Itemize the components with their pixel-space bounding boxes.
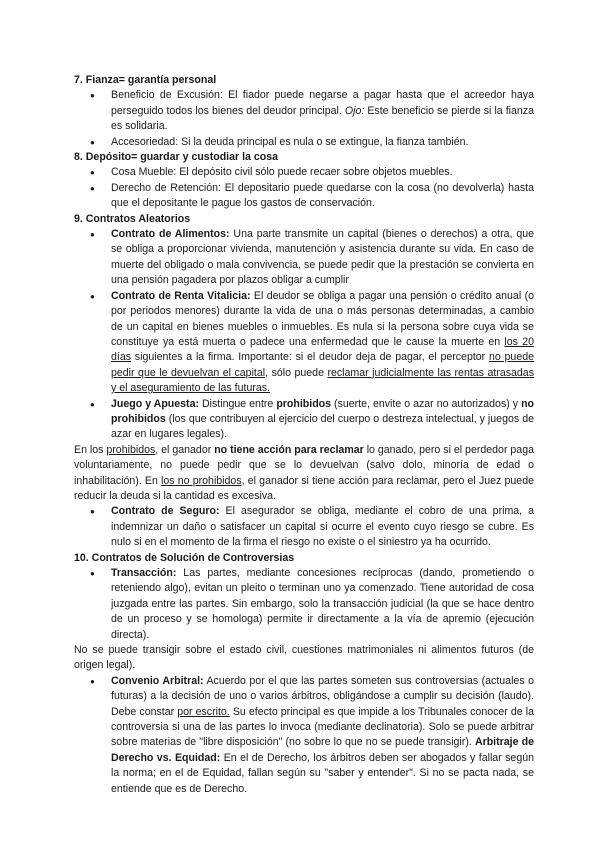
list-seguro <box>74 504 534 550</box>
list-item-transaccion: ● Transacción: Las partes, mediante concesiones recíprocas (dando, prometiendo o reteniendo algo), evitan un pleito o terminan uno ya comenzado. Tiene autoridad de cosa juzgada entre las partes. Sin embargo, solo la transacción judicial (la que se hace dentro de un proceso y se homologa) permite ir directamente a la vía de apremio (ejecución directa). <box>111 566 534 643</box>
list-item-alimentos: ● Contrato de Alimentos: Una parte transmite un capital (bienes o derechos) a otra, que se obliga a proporcionar vivienda, manutención y asistencia durante su vida. En caso de muerte del obligado o mala convivencia, se puede pedir que la prestación se convierta en una pensión pagadera por plazos obligar a cumplir <box>111 227 534 289</box>
list-item-seguro: ● Contrato de Seguro: El asegurador se obliga, mediante el cobro de una prima, a indemnizar un daño o satisfacer un capital si ocurre el evento cuyo riesgo se cubre. Es nulo si en el momento de la firma el riesgo no existe o el siniestro ya ha ocurrido. <box>111 504 534 550</box>
list-aleatorios <box>74 227 534 443</box>
list-item: ● Beneficio de Excusión: El fiador puede negarse a pagar hasta que el acreedor haya perseguido todos los bienes del deudor principal. Ojo: Este beneficio se pierde si la fianza es solidaria. <box>111 88 534 134</box>
heading-controversias: 10. Contratos de Solución de Controversias <box>74 551 295 564</box>
heading-fianza: 7. Fianza= garantía personal <box>74 74 217 86</box>
paragraph-prohibidos: En los prohibidos, el ganador no tiene acción para reclamar lo ganado, pero si el perdedor paga voluntariamente, no puede pedir que se lo devuelvan (salvo dolo, minoría de edad o inhabilitación). En los no prohibidos, el ganador si tiene acción para reclamar, pero el Juez puede reducir la deuda si la cantidad es excesiva. <box>74 443 534 502</box>
heading-aleatorios: 9. Contratos Aleatorios <box>74 212 191 225</box>
heading-deposito: 8. Depósito= guardar y custodiar la cosa <box>74 151 278 164</box>
list-transaccion <box>74 566 534 643</box>
list-item-renta-vitalicia: ● Contrato de Renta Vitalicia: El deudor se obliga a pagar una pensión o crédito anual (o por periodos menores) durante la vida de una o más personas determinadas, a cambio de un capital en bienes muebles o inmuebles. Es nula si la persona sobre cuya vida se constituye ya está muerta o padece una enfermedad que le cause la muerte en los 20 días siguientes a la firma. Importante: si el deudor deja de pagar, el perceptor no puede pedir que le devuelvan el capital, sólo puede reclamar judicialmente las rentas atrasadas y el aseguramiento de las futuras. <box>111 289 534 397</box>
list-item: ● Cosa Mueble: El depósito civil sólo puede recaer sobre objetos muebles. <box>111 165 534 180</box>
list-fianza <box>74 88 534 150</box>
list-item: ● Derecho de Retención: El depositario puede quedarse con la cosa (no devolverla) hasta que el depositante le pague los gastos de conservación. <box>111 181 534 212</box>
paragraph-transigir: No se puede transigir sobre el estado civil, cuestiones matrimoniales ni alimentos futuros (de origen legal). <box>74 644 534 672</box>
list-deposito <box>74 165 534 211</box>
list-item-convenio-arbitral: ● Convenio Arbitral: Acuerdo por el que las partes someten sus controversias (actuales o futuras) a la decisión de uno o varios árbitros, obligándose a cumplir su decisión (laudo). Debe constar por escrito. Su efecto principal es que impide a los Tribunales conocer de la controversia si una de las partes lo invoca (mediante declinatoria). Solo se puede arbitrar sobre materias de "libre disposición" (no sobre lo que no se puede transigir). Arbitraje de Derecho vs. Equidad: En el de Derecho, los árbitros deben ser abogados y fallar según la norma; en el de Equidad, fallan según su "saber y entender". Si no se pacta nada, se entiende que es de Derecho. <box>111 674 534 797</box>
list-arbitral <box>74 674 534 797</box>
list-item-juego-apuesta: ● Juego y Apuesta: Distingue entre prohibidos (suerte, envite o azar no autorizados) y no prohibidos (los que contribuyen al ejercicio del cuerpo o destreza intelectual, y juegos de azar en lugares legales). <box>111 397 534 443</box>
list-item: ● Accesoriedad: Si la deuda principal es nula o se extingue, la fianza también. <box>111 135 534 150</box>
